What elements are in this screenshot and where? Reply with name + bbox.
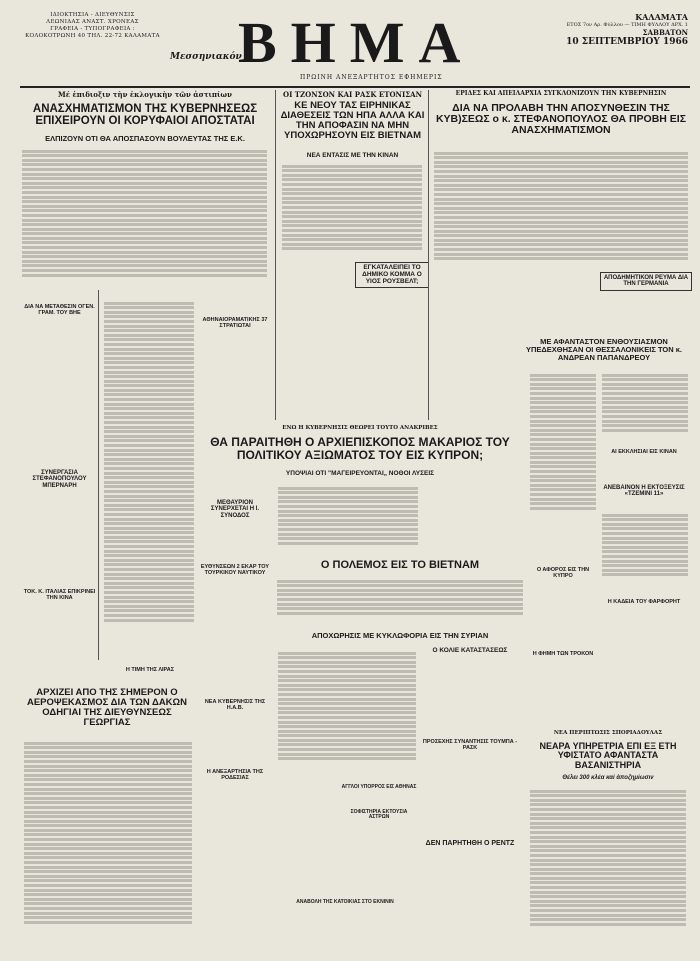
short-headline: ΠΡΟΣΕΧΗΣ ΣΥΝΑΝΤΗΣΙΣ ΤΟΥΜΠΑ - ΡΑΣΚ: [422, 739, 518, 751]
region-label: Μεσσηνιακόν: [170, 52, 242, 62]
article-6-headline: Ο ΠΟΛΕΜΟΣ ΕΙΣ ΤΟ ΒΙΕΤΝΑΜ: [320, 559, 480, 571]
column-body: [602, 512, 688, 597]
article-5-body: [24, 740, 192, 950]
masthead-title: ΒΗΜΑ: [238, 10, 475, 75]
column-rule: [98, 290, 99, 660]
publisher-line: ΛΕΩΝΙΔΑΣ ΑΝΑΣΤ. ΧΡΟΝΕΑΣ: [46, 19, 139, 25]
short-headline: Ο ΚΟΛΙΕ ΚΑΤΑΣΤΑΣΕΩΣ: [432, 647, 508, 654]
short-headline: ΑΘΗΝΑΙΟΡΑΜΑΤΙΚΗΣ 37 ΣΤΡΑΤΙΩΤΑΙ: [202, 317, 268, 329]
short-headline: ΕΥΘΥΝΣΕΩΝ 2 ΕΚΑΡ ΤΟΥ ΤΟΥΡΚΙΚΟΥ ΝΑΥΤΙΚΟΥ: [200, 564, 270, 576]
short-headline: ΣΥΝΕΡΓΑΣΙΑ ΣΤΕΦΑΝΟΠΟΥΛΟΥ ΜΠΕΡΝΑΡΗ: [32, 470, 87, 489]
issue-number: ΕΤΟΣ 7ον Αρ. Φύλλου — ΤΙΜΗ ΦΥΛΛΟΥ ΔΡΧ. 1: [566, 22, 688, 28]
article-6-body: [277, 578, 523, 628]
article-3-body: [434, 150, 688, 270]
article-1-body: [22, 148, 267, 283]
column-body: [278, 485, 418, 555]
city: ΚΑΛΑΜΑΤΑ: [635, 12, 688, 22]
short-headline: ΑΓΓΛΟΙ ΥΠΟΡΡΟΣ ΕΙΣ ΑΘΗΝΑΣ: [341, 784, 417, 790]
article-9-headline: ΝΕΑΡΑ ΥΠΗΡΕΤΡΙΑ ΕΠΙ ΕΞ ΕΤΗ ΥΦΙΣΤΑΤΟ ΑΦΑΝΤΑΣΤΑ ΒΑΣΑΝΙΣΤΗΡΙΑ: [539, 741, 677, 770]
short-headline: ΑΙ ΕΚΚΛΗΣΙΑΙ ΕΙΣ ΚΙΝΑΝ: [611, 449, 677, 455]
publisher-line: ΓΡΑΦΕΙΑ - ΤΥΠΟΓΡΑΦΕΙΑ :: [50, 26, 135, 32]
issue-info: [548, 12, 688, 47]
article-2-kicker: ΟΙ ΤΖΟΝΣΟΝ ΚΑΙ ΡΑΣΚ ΕΤΟΝΙΣΑΝ: [283, 90, 422, 99]
short-headline: ΑΝΕΒΑΙΝΟΝ Η ΕΚΤΟΞΕΥΣΙΣ «ΤΖΕΜΙΝΙ 11»: [603, 485, 685, 498]
publisher-line: ΙΔΙΟΚΤΗΣΙΑ - ΔΙΕΥΘΥΝΣΙΣ: [50, 12, 135, 18]
masthead-subtitle: ΠΡΩΙΝΗ ΑΝΕΞΑΡΤΗΤΟΣ ΕΦΗΜΕΡΙΣ: [300, 74, 443, 81]
short-headline: ΣΟΦΙΣΤΗΡΙΑ ΕΚΤΟΥΣΙΑ ΑΣΤΡΩΝ: [350, 809, 408, 821]
short-headline: ΔΙΑ ΝΑ ΜΕΤΑΘΕΣΙΝ ΟΓΕΝ. ΓΡΑΜ. ΤΟΥ ΒΗΕ: [24, 304, 95, 316]
short-headline: Ο ΑΦΟΡΟΣ ΕΙΣ ΤΗΝ ΚΥΠΡΟ: [536, 567, 590, 579]
article-4-headline: ΘΑ ΠΑΡΑΙΤΗΘΗ Ο ΑΡΧΙΕΠΙΣΚΟΠΟΣ ΜΑΚΑΡΙΟΣ ΤΟΥ ΠΟΛΙΤΙΚΟΥ ΑΞΙΩΜΑΤΟΣ ΤΟΥ ΕΙΣ ΚΥΠΡΟΝ;: [210, 435, 510, 462]
article-10-headline: ΕΓΚΑΤΑΛΕΙΠΕΙ ΤΟ ΔΗΜΙΚΟ ΚΟΜΜΑ Ο ΥΙΟΣ ΡΟΥΣΒΕΛΤ;: [355, 262, 429, 288]
article-3-kicker: ΕΡΙΔΕΣ ΚΑΙ ΑΠΕΙΛΑΡΧΙΑ ΣΥΓΚΛΟΝΙΖΟΥΝ ΤΗΝ ΚΥΒΕΡΝΗΣΙΝ: [455, 90, 667, 97]
column-body: [530, 372, 596, 722]
column-rule: [428, 90, 429, 420]
article-9-subhead: Θέλει 300 κλέα καί ἀποζημίωσιν: [562, 775, 654, 781]
article-4-kicker: ΕΝΩ Η ΚΥΒΕΡΝΗΣΙΣ ΘΕΩΡΕΙ ΤΟΥΤΟ ΑΝΑΚΡΙΒΕΣ: [282, 425, 438, 431]
article-9-body: [530, 788, 686, 948]
short-headline: Η ΚΑΔΕΙΑ ΤΟΥ ΦΑΡΦΟΡΗΤ: [607, 599, 681, 605]
article-9-kicker: ΝΕΑ ΠΕΡΙΠΤΩΣΙΣ ΣΠΟΡΙΑΔΟΥΛΑΣ: [553, 730, 663, 736]
article-4-subhead: ΥΠΟΨΙΑΙ ΟΤΙ "ΜΑΓΕΙΡΕΥΟΝΤΑΙ„ ΝΟΘΟΙ ΛΥΣΕΙΣ: [285, 470, 435, 477]
short-headline: Η ΤΙΜΗ ΤΗΣ ΛΙΡΑΣ: [125, 667, 175, 673]
article-11-headline: ΑΠΟΔΗΜΗΤΙΚΟΝ ΡΕΥΜΑ ΔΙΑ ΤΗΝ ΓΕΡΜΑΝΙΑ: [600, 272, 692, 291]
short-headline: Η ΑΝΕΞΑΡΤΗΣΙΑ ΤΗΣ ΡΟΔΕΣΙΑΣ: [206, 769, 264, 781]
article-5-headline: ΑΡΧΙΖΕΙ ΑΠΟ ΤΗΣ ΣΗΜΕΡΟΝ Ο ΑΕΡΟΨΕΚΑΣΜΟΣ ΔΙΑ ΤΩΝ ΔΑΚΩΝ ΟΔΗΓΙΑΙ ΤΗΣ ΔΙΕΥΘΥΝΣΕΩΣ ΓΕΩΡΓΙΑΣ: [26, 687, 188, 728]
article-2-headline: ΚΕ ΝΕΟΥ ΤΑΣ ΕΙΡΗΝΙΚΑΣ ΔΙΑΘΕΣΕΙΣ ΤΩΝ ΗΠΑ ΑΛΛΑ ΚΑΙ ΤΗΝ ΑΠΟΦΑΣΙΝ ΝΑ ΜΗΝ ΥΠΟΧΩΡΗΣΟΥΝ ΕΙΣ ΒΙΕΤΝΑΜ: [280, 100, 425, 141]
publisher-info: [20, 12, 165, 40]
masthead-rule: [20, 86, 690, 88]
article-2-body: [282, 163, 422, 258]
article-1-subhead: ΕΛΠΙΖΟΥΝ ΟΤΙ ΘΑ ΑΠΟΣΠΑΣΟΥΝ ΒΟΥΛΕΥΤΑΣ ΤΗΣ Ε.Κ.: [45, 134, 245, 143]
article-8-headline: ΜΕ ΑΦΑΝΤΑΣΤΟΝ ΕΝΘΟΥΣΙΑΣΜΟΝ ΥΠΕΔΕΧΘΗΣΑΝ ΟΙ ΘΕΣΣΑΛΟΝΙΚΕΙΣ ΤΟΝ κ. ΑΝΔΡΕΑΝ ΠΑΠΑΝΔΡΕΟΥ: [525, 337, 682, 362]
column-body: [104, 300, 194, 660]
issue-day: ΣΑΒΒΑΤΟΝ: [642, 28, 688, 37]
column-body: [602, 372, 688, 447]
short-headline: ΜΕΘΑΥΡΙΟΝ ΣΥΝΕΡΧΕΤΑΙ Η Ι. ΣΥΝΟΔΟΣ: [210, 500, 260, 519]
short-headline: ΝΕΑ ΚΥΒΕΡΝΗΣΙΣ ΤΗΣ Η.Α.Β.: [204, 699, 266, 711]
publisher-line: ΚΟΛΟΚΟΤΡΩΝΗ 40 ΤΗΛ. 22-72 ΚΑΛΑΜΑΤΑ: [25, 33, 160, 39]
short-headline: Η ΦΗΜΗ ΤΩΝ ΤΡΟΚΟΝ: [532, 651, 594, 657]
article-1-headline: ΑΝΑΣΧΗΜΑΤΙΣΜΟΝ ΤΗΣ ΚΥΒΕΡΝΗΣΕΩΣ ΕΠΙΧΕΙΡΟΥΝ ΟΙ ΚΟΡΥΦΑΙΟΙ ΑΠΟΣΤΑΤΑΙ: [32, 103, 258, 128]
issue-date: 10 ΣΕΠΤΕΜΒΡΙΟΥ 1966: [566, 37, 688, 47]
article-3-headline: ΔΙΑ ΝΑ ΠΡΟΛΑΒΗ ΤΗΝ ΑΠΟΣΥΝΘΕΣΙΝ ΤΗΣ ΚΥΒ)ΣΕΩΣ ο κ. ΣΤΕΦΑΝΟΠΟΥΛΟΣ ΘΑ ΠΡΟΒΗ ΕΙΣ ΑΝΑΣΧΗΜΑΤΙΣΜΟΝ: [435, 102, 687, 137]
article-2-subhead: ΝΕΑ ΕΝΤΑΣΙΣ ΜΕ ΤΗΝ ΚΙΝΑΝ: [306, 152, 399, 159]
short-headline: ΑΝΑΒΟΛΗ ΤΗΣ ΚΑΤΟΙΚΙΑΣ ΣΤΟ ΕΚΝΙΝΙΝ: [296, 899, 394, 905]
column-body: [278, 650, 416, 780]
short-headline: ΤΟΚ. Κ. ΙΤΑΛΙΑΣ ΕΠΙΚΡΙΝΕΙ ΤΗΝ ΚΙΝΑ: [23, 589, 96, 601]
short-headline: ΔΕΝ ΠΑΡΗΤΗΘΗ Ο ΡΕΝΤΖ: [425, 840, 515, 847]
column-rule: [275, 90, 276, 420]
article-1-kicker: Μέ ἐπιδιοξιν τὴν ἐκλογικὴν τῶν ἀστιπίων: [58, 90, 232, 99]
article-7-headline: ΑΠΟΧΩΡΗΣΙΣ ΜΕ ΚΥΚΛΩΦΟΡΙΑ ΕΙΣ ΤΗΝ ΣΥΡΙΑΝ: [311, 631, 489, 640]
